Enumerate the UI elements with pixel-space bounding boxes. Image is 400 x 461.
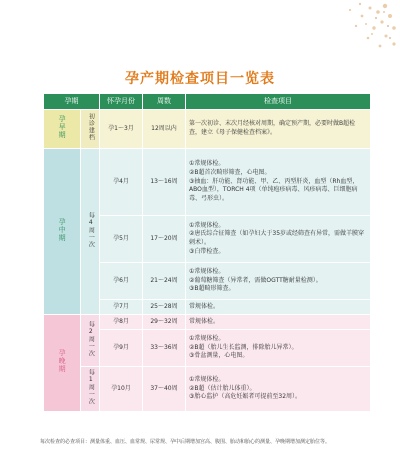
table-row: [44, 367, 370, 411]
table-row: [44, 110, 370, 148]
header-weeks: 周数: [143, 94, 185, 109]
items-cell: 常规体检。: [186, 300, 370, 314]
sub-late-weekly: 每1周一次: [81, 367, 99, 411]
weeks-cell: 13～16周: [143, 149, 185, 215]
footnote: 每次检查的必查项目：测量体重、血压、血常规、尿常规、孕中后期增加宫高、腹围、胎动和胎心的测量、孕晚期增加测定胎位等。: [40, 439, 331, 445]
header-period: 孕期: [44, 94, 99, 109]
month-cell: 孕1～3月: [100, 110, 142, 148]
sub-late-biweekly: 每2周一次: [81, 315, 99, 366]
sub-mid: 每4周一次: [81, 149, 99, 314]
items-cell: 第一次初诊、末次月经核对周期，确定预产期，必要时做B超检查，建立《母子保健检查档案》。: [186, 110, 370, 148]
items-cell: ①常规体检。 ②B超首次畸形筛查，心电图。 ③抽血：肝功能、肾功能、甲、乙、丙型肝炎，血型（Rh血型，ABO血型），TORCH 4项（单纯疱疹病毒、风疹病毒、巨细胞病毒、弓形虫）。: [186, 149, 370, 215]
weeks-cell: 12周以内: [143, 110, 185, 148]
schedule-table: [43, 93, 371, 412]
items-cell: ①常规体检。 ②B超（胎儿生长监测，排除胎儿异常）。 ③骨盆测量，心电图。: [186, 330, 370, 366]
items-cell: ①常规体检。 ②唐氏综合征筛查（如孕妇大于35岁或经筛查有异常，需做羊膜穿刺术）。 ③白带检查。: [186, 216, 370, 262]
sub-early: 初诊建档: [81, 110, 99, 148]
items-cell: ①常规体检。 ②葡萄糖筛查（异常者，需做OGTT糖耐量检测）。 ③B超畸形筛查。: [186, 263, 370, 299]
weeks-cell: 25～28周: [143, 300, 185, 314]
table-row: [44, 149, 370, 215]
month-cell: 孕7月: [100, 300, 142, 314]
weeks-cell: 21～24周: [143, 263, 185, 299]
month-cell: 孕8月: [100, 315, 142, 329]
header-items: 检查项目: [186, 94, 370, 109]
table-row: [44, 315, 370, 329]
period-mid: 孕中期: [44, 149, 80, 314]
flower-decoration-icon: [290, 0, 400, 70]
month-cell: 孕9月: [100, 330, 142, 366]
table-header-row: [44, 94, 370, 109]
weeks-cell: 37～40周: [143, 367, 185, 411]
items-cell: 常规体检。: [186, 315, 370, 329]
period-early: 孕早期: [44, 110, 80, 148]
weeks-cell: 33～36周: [143, 330, 185, 366]
month-cell: 孕10月: [100, 367, 142, 411]
weeks-cell: 29～32周: [143, 315, 185, 329]
page-title: 孕产期检查项目一览表: [125, 71, 275, 87]
month-cell: 孕4月: [100, 149, 142, 215]
header-month: 怀孕月份: [100, 94, 142, 109]
month-cell: 孕6月: [100, 263, 142, 299]
month-cell: 孕5月: [100, 216, 142, 262]
items-cell: ①常规体检。 ②B超（估计胎儿体重）。 ③胎心监护（高危妊娠者可提前至32周）。: [186, 367, 370, 411]
weeks-cell: 17～20周: [143, 216, 185, 262]
period-late: 孕晚期: [44, 315, 80, 411]
